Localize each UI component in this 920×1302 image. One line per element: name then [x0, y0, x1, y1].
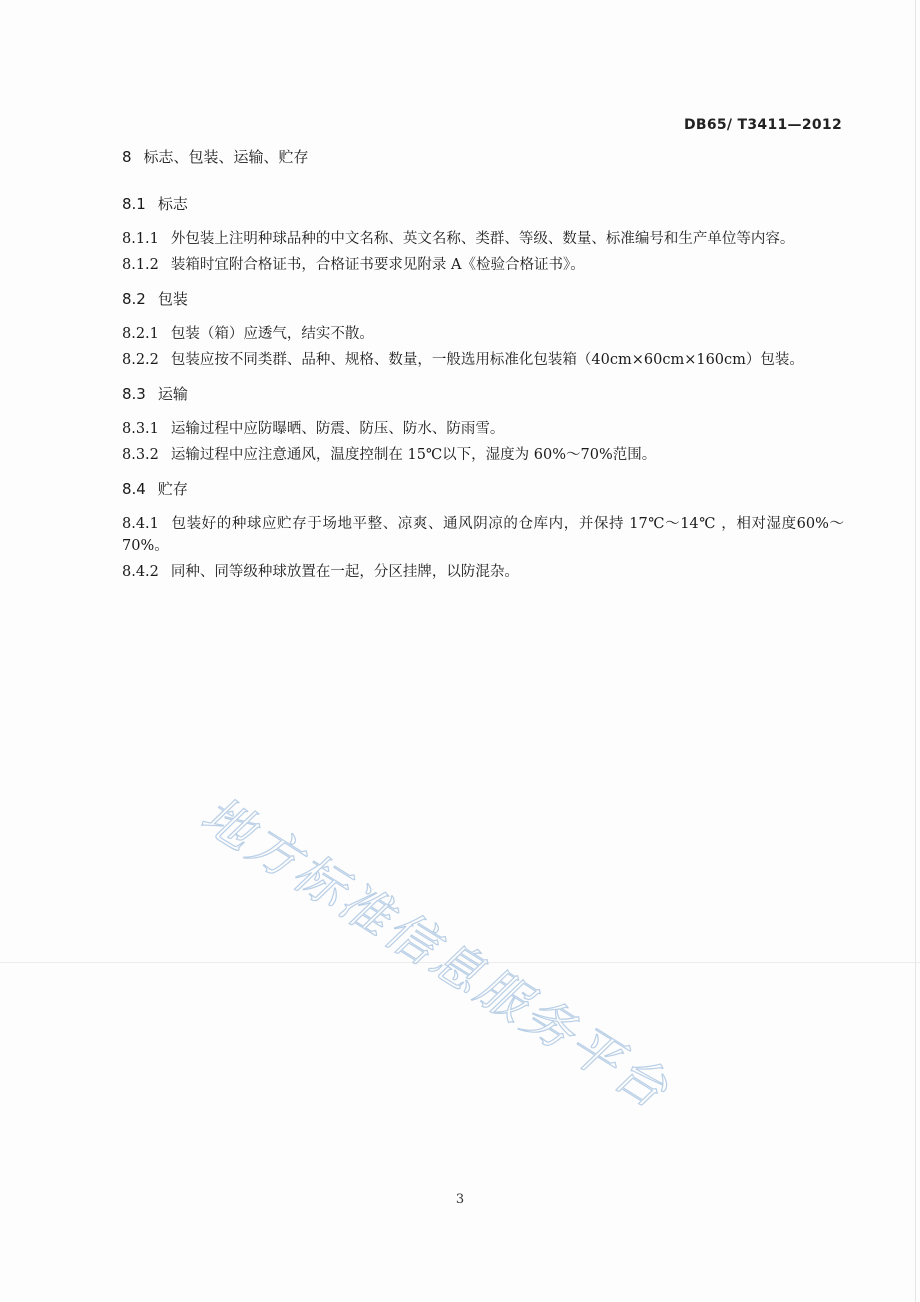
clause-8-2-2	[122, 349, 844, 371]
clause-text: 包装好的种球应贮存于场地平整、凉爽、通风阴凉的仓库内，并保持 17℃～14℃ ，相对湿度60%～70%。	[122, 516, 844, 554]
clause-number: 8.4.2	[122, 564, 159, 580]
clause-8-1-1	[122, 228, 844, 250]
section-8-4	[122, 478, 844, 583]
clause-text: 装箱时宜附合格证书，合格证书要求见附录 A《检验合格证书》。	[170, 257, 585, 273]
chapter-heading	[122, 146, 844, 168]
section-heading	[122, 383, 844, 405]
section-number: 8.2	[122, 290, 146, 308]
clause-8-4-2	[122, 561, 844, 583]
clause-8-3-1	[122, 418, 844, 440]
clause-number: 8.3.2	[122, 447, 159, 463]
document-body	[122, 146, 844, 595]
page-number: 3	[455, 1192, 465, 1207]
clause-text: 外包装上注明种球品种的中文名称、英文名称、类群、等级、数量、标准编号和生产单位等内容。	[170, 231, 795, 247]
clause-number: 8.1.1	[122, 231, 159, 247]
clause-text: 运输过程中应注意通风，温度控制在 15℃以下，湿度为 60%～70%范围。	[170, 447, 657, 463]
clause-text: 运输过程中应防曝晒、防震、防压、防水、防雨雪。	[170, 421, 505, 437]
section-number: 8.1	[122, 195, 146, 213]
clause-8-1-2	[122, 254, 844, 276]
section-title: 包装	[157, 290, 188, 308]
clause-number: 8.1.2	[122, 257, 159, 273]
section-title: 贮存	[157, 480, 188, 498]
section-heading	[122, 478, 844, 500]
clause-number: 8.4.1	[122, 516, 159, 532]
section-title: 标志	[157, 195, 188, 213]
clause-text: 同种、同等级种球放置在一起，分区挂牌，以防混杂。	[170, 564, 519, 580]
section-number: 8.3	[122, 385, 146, 403]
clause-number: 8.2.2	[122, 352, 159, 368]
section-8-2	[122, 288, 844, 371]
section-number: 8.4	[122, 480, 146, 498]
section-8-1	[122, 193, 844, 276]
chapter-title: 标志、包装、运输、贮存	[143, 148, 309, 166]
clause-8-4-1	[122, 513, 844, 557]
clause-8-2-1	[122, 323, 844, 345]
section-title: 运输	[157, 385, 188, 403]
section-heading	[122, 288, 844, 310]
document-code: DB65/ T3411—2012	[683, 117, 842, 133]
clause-text: 包装应按不同类群、品种、规格、数量，一般选用标准化包装箱（40cm×60cm×160cm）包装。	[170, 352, 804, 368]
clause-text: 包装（箱）应透气，结实不散。	[170, 326, 374, 342]
section-heading	[122, 193, 844, 215]
section-8-3	[122, 383, 844, 466]
clause-number: 8.2.1	[122, 326, 159, 342]
chapter-number: 8	[122, 148, 132, 166]
scan-edge	[915, 0, 916, 1302]
clause-number: 8.3.1	[122, 421, 159, 437]
clause-8-3-2	[122, 444, 844, 466]
watermark: 地方标准信息服务平台	[191, 785, 681, 1121]
